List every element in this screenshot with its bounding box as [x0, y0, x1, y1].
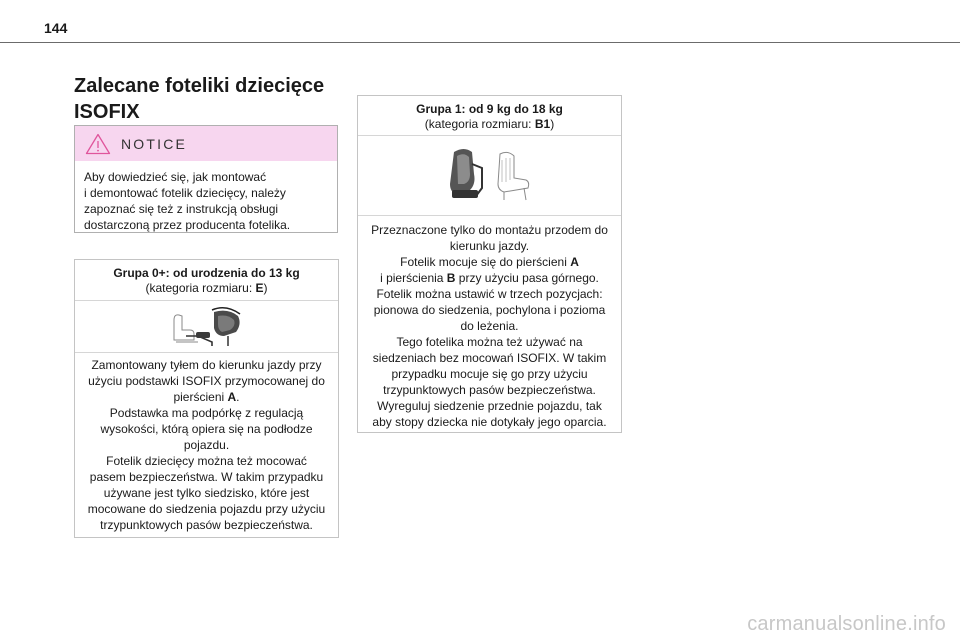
size-category-code: B1 — [534, 117, 551, 131]
isofix-seat-card-group-0plus — [74, 259, 339, 538]
anchor-ring-label: A — [570, 255, 579, 269]
notice-line: Aby dowiedzieć się, jak montować — [84, 170, 267, 184]
card-subtitle: (kategoria rozmiaru: E) — [145, 281, 268, 295]
card-image — [358, 136, 621, 216]
description-line: przypadku mocuje się go przy użyciu — [391, 367, 588, 381]
description-line: Zamontowany tyłem do kierunku jazdy przy — [91, 358, 322, 372]
notice-line: i demontować fotelik dziecięcy, należy — [84, 186, 286, 200]
description-line: trzypunktowych pasów bezpieczeństwa. — [383, 383, 596, 397]
description-line: używane jest tylko siedzisko, które jest — [103, 486, 310, 500]
description-line: pierścieni A. — [173, 390, 240, 404]
card-title: Grupa 1: od 9 kg do 18 kg — [416, 102, 563, 116]
notice-label: NOTICE — [121, 135, 188, 152]
description-line: Podstawka ma podpórkę z regulacją — [109, 406, 304, 420]
page-title — [74, 73, 344, 125]
description-line: pasem bezpieczeństwa. W takim przypadku — [89, 470, 324, 484]
warning-triangle-icon — [85, 133, 111, 155]
card-description — [358, 216, 621, 430]
anchor-ring-label: A — [227, 390, 237, 404]
description-line: Przeznaczone tylko do montażu przodem do — [371, 223, 608, 237]
notice-box — [74, 125, 338, 233]
watermark: carmanualsonline.info — [747, 613, 946, 635]
description-line: trzypunktowych pasów bezpieczeństwa. — [100, 518, 313, 532]
description-line: Fotelik dziecięcy można też mocować — [106, 454, 307, 468]
header-rule — [0, 42, 960, 43]
page-title-line1: Zalecane foteliki dziecięce — [74, 75, 325, 97]
infant-carrier-with-isofix-base-image — [168, 306, 246, 348]
notice-line: zapoznać się też z instrukcją obsługi — [84, 202, 279, 216]
size-category-code: E — [255, 281, 264, 295]
anchor-ring-label: B — [446, 271, 456, 285]
description-line: pionowa do siedzenia, pochylona i pozioma — [373, 303, 606, 317]
description-line: Tego fotelika można też używać na — [396, 335, 583, 349]
description-line: użyciu podstawki ISOFIX przymocowanej do — [88, 374, 325, 388]
description-line: kierunku jazdy. — [449, 239, 530, 253]
description-line: aby stopy dziecka nie dotykały jego oparcia. — [372, 415, 607, 429]
notice-line: dostarczoną przez producenta fotelika. — [84, 218, 291, 232]
card-image — [75, 301, 338, 353]
card-header — [75, 260, 338, 301]
isofix-seat-card-group-1 — [357, 95, 622, 433]
description-line: Wyreguluj siedzenie przednie pojazdu, tak — [377, 399, 602, 413]
description-line: pojazdu. — [183, 438, 230, 452]
description-line: siedzeniach bez mocowań ISOFIX. W takim — [372, 351, 607, 365]
description-line: Fotelik można ustawić w trzech pozycjach: — [376, 287, 603, 301]
card-header — [358, 96, 621, 136]
description-line: i pierścienia B przy użyciu pasa górnego. — [380, 271, 599, 285]
description-line: mocowane do siedzenia pojazdu przy użyciu — [87, 502, 326, 516]
card-description — [75, 353, 338, 533]
page-number: 144 — [44, 20, 68, 36]
notice-header — [75, 126, 337, 161]
description-line: wysokości, którą opiera się na podłodze — [100, 422, 313, 436]
card-title: Grupa 0+: od urodzenia do 13 kg — [113, 266, 300, 280]
page-title-line2: ISOFIX — [74, 101, 140, 123]
description-line: Fotelik mocuje się do pierścieni A — [400, 255, 579, 269]
forward-facing-child-seat-image — [442, 144, 538, 208]
notice-text — [75, 161, 337, 233]
description-line: do leżenia. — [460, 319, 519, 333]
card-subtitle: (kategoria rozmiaru: B1) — [424, 117, 555, 131]
